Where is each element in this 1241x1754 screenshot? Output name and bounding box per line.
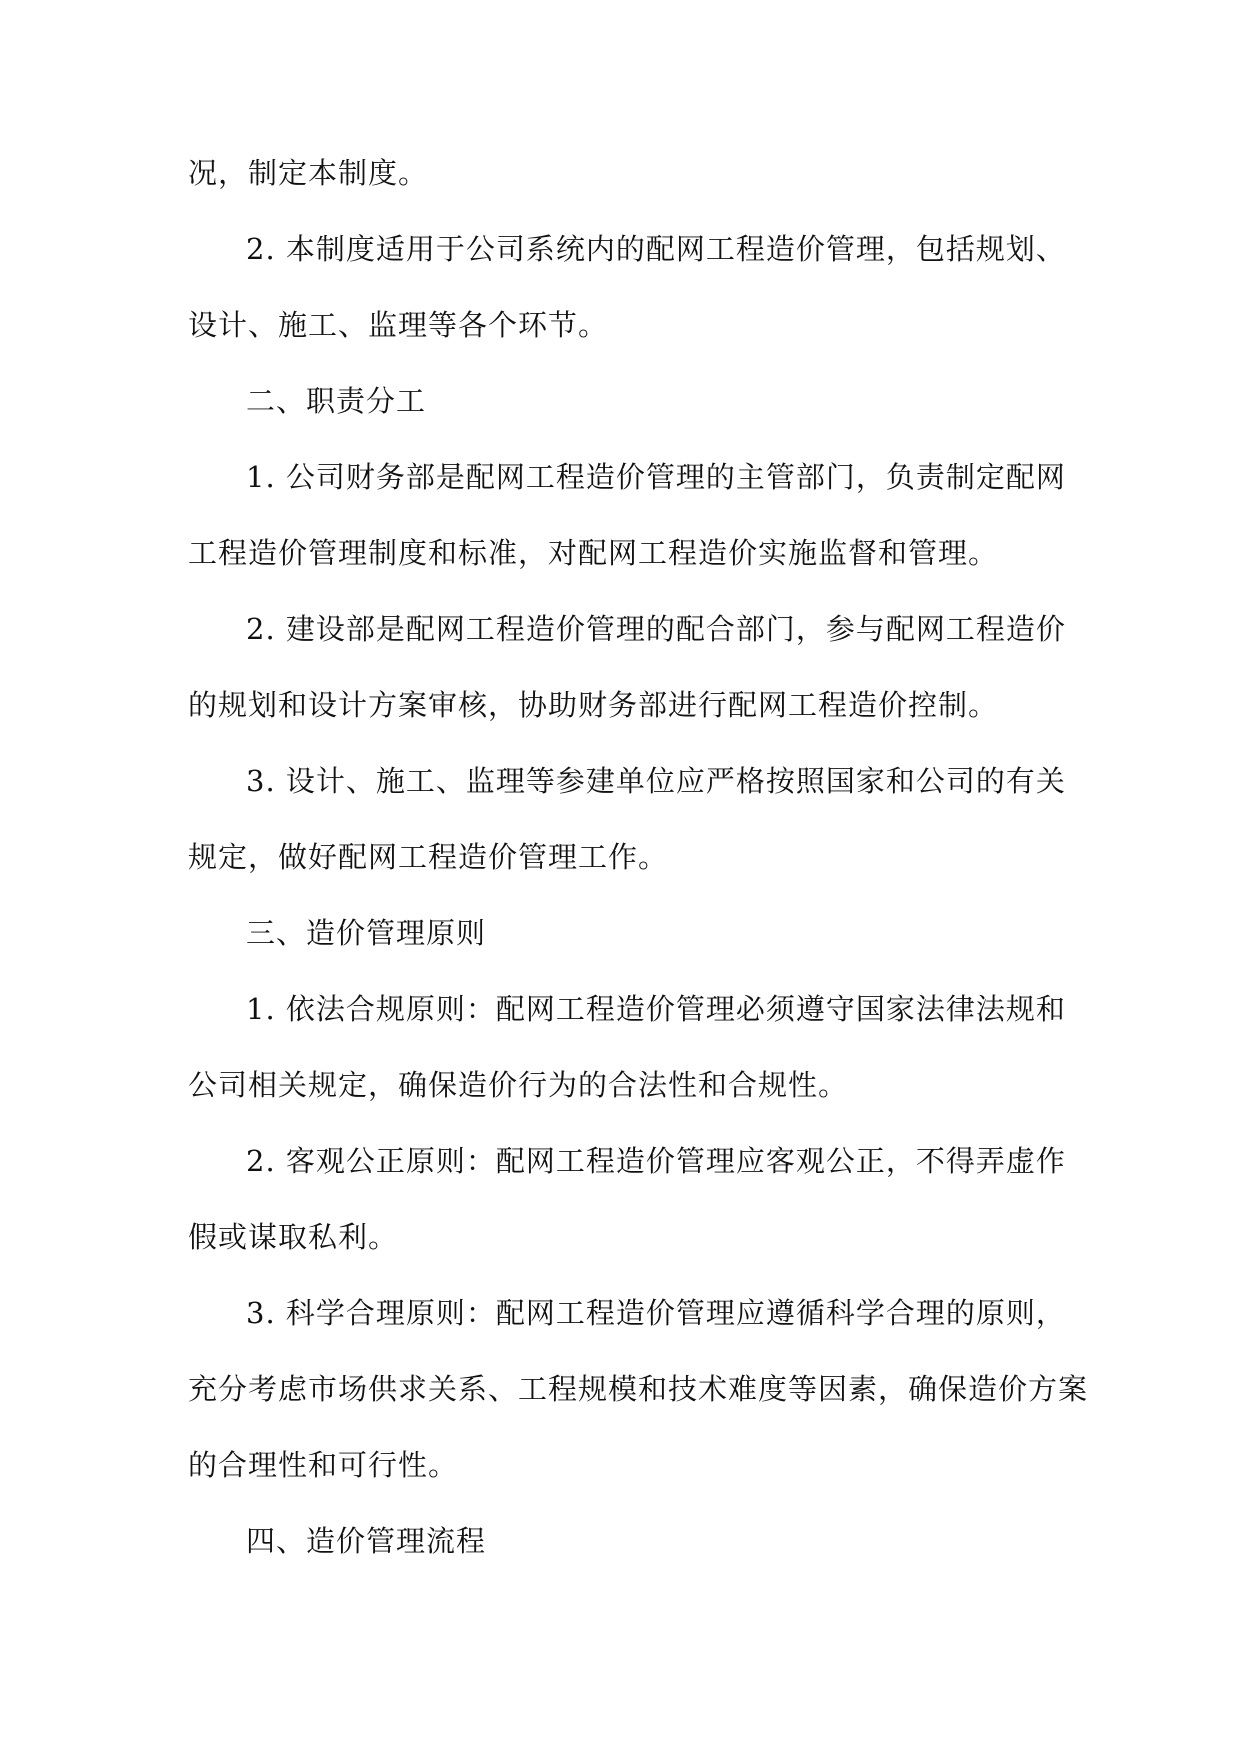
section-heading: 三、造价管理原则: [246, 916, 487, 950]
text-line: 2. 建设部是配网工程造价管理的配合部门，参与配网工程造价: [246, 612, 1066, 646]
text-line: 充分考虑市场供求关系、工程规模和技术难度等因素，确保造价方案: [188, 1372, 1089, 1406]
text-line: 2. 客观公正原则：配网工程造价管理应客观公正，不得弄虚作: [246, 1144, 1066, 1178]
text-line: 设计、施工、监理等各个环节。: [188, 308, 609, 342]
text-line: 1. 依法合规原则：配网工程造价管理必须遵守国家法律法规和: [246, 992, 1066, 1026]
text-line: 3. 设计、施工、监理等参建单位应严格按照国家和公司的有关: [246, 764, 1066, 798]
section-heading: 二、职责分工: [246, 384, 427, 418]
section-heading: 四、造价管理流程: [246, 1524, 487, 1558]
text-line: 2. 本制度适用于公司系统内的配网工程造价管理，包括规划、: [246, 232, 1066, 266]
text-line: 规定，做好配网工程造价管理工作。: [188, 840, 669, 874]
text-line: 3. 科学合理原则：配网工程造价管理应遵循科学合理的原则，: [246, 1296, 1066, 1330]
text-line: 工程造价管理制度和标准，对配网工程造价实施监督和管理。: [188, 536, 999, 570]
text-line: 况，制定本制度。: [188, 156, 429, 190]
text-line: 假或谋取私利。: [188, 1220, 399, 1254]
text-line: 1. 公司财务部是配网工程造价管理的主管部门，负责制定配网: [246, 460, 1066, 494]
text-line: 的合理性和可行性。: [188, 1448, 459, 1482]
text-line: 公司相关规定，确保造价行为的合法性和合规性。: [188, 1068, 849, 1102]
text-line: 的规划和设计方案审核，协助财务部进行配网工程造价控制。: [188, 688, 999, 722]
